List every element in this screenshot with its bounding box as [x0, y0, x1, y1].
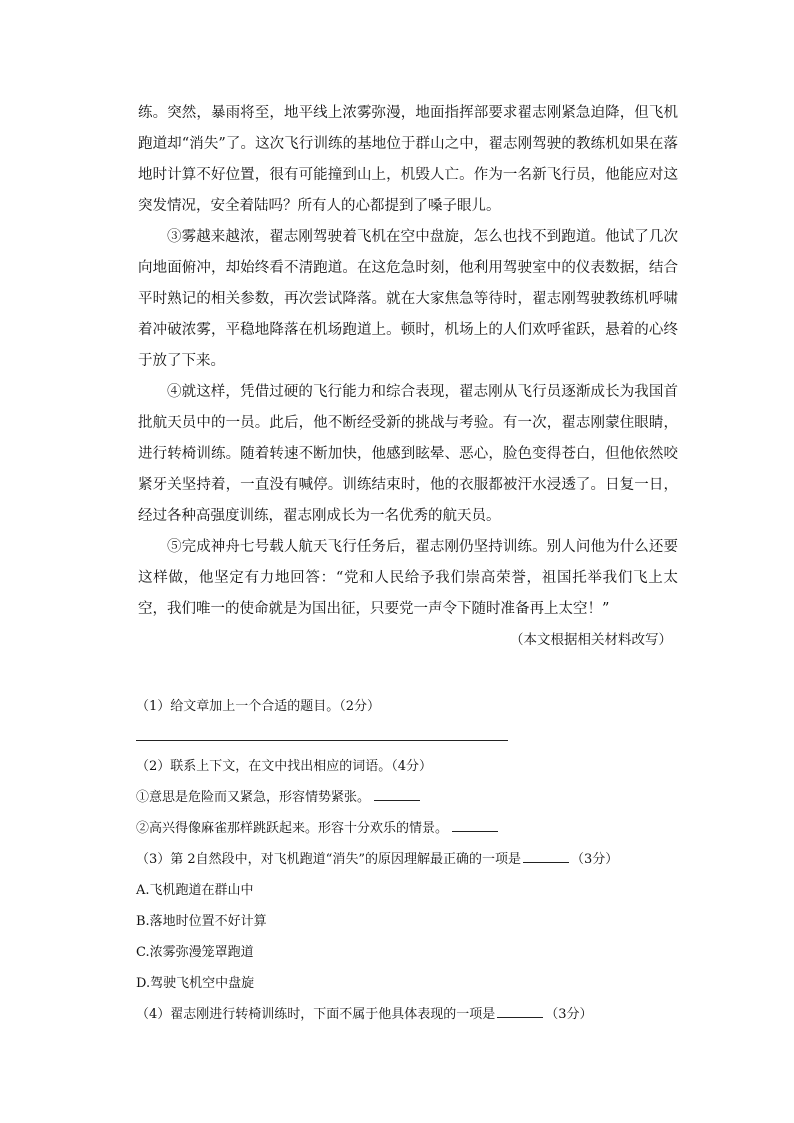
question-1: （1）给文章加上一个合适的题目。（2分）	[136, 699, 381, 714]
question-2a	[136, 782, 696, 813]
question-4	[136, 999, 696, 1030]
question-2b-text: ②高兴得像麻雀那样跳跃起来。形容十分欢乐的情景。	[136, 821, 449, 836]
question-2a-text: ①意思是危险而又紧急，形容情势紧张。	[136, 790, 371, 805]
option-3c: C.浓雾弥漫笼罩跑道	[136, 945, 254, 960]
paragraph-4: ④就这样，凭借过硬的飞行能力和综合表现，翟志刚从飞行员逐渐成长为我国首批航天员中的一员。此后，他不断经受新的挑战与考验。有一次，翟志刚蒙住眼睛，进行转椅训练。随着转速不断加快，他感到眩晕、恶心，脸色变得苍白，但他依然咬紧牙关坚持着，一直没有喊停。训练结束时，他的衣服都被汗水浸透了。日复一日，经过各种高强度训练，翟志刚成长为一名优秀的航天员。	[138, 384, 678, 524]
question-2: （2）联系上下文，在文中找出相应的词语。（4分）	[136, 759, 433, 774]
question-3	[136, 844, 696, 875]
paragraph-2-continued: 练。突然，暴雨将至，地平线上浓雾弥漫，地面指挥部要求翟志刚紧急迫降，但飞机跑道却“消失”了。这次飞行训练的基地位于群山之中，翟志刚驾驶的教练机如果在落地时计算不好位置，很有可能撞到山上，机毁人亡。作为一名新飞行员，他能应对这突发情况，安全着陆吗？所有人的心都提到了嗓子眼儿。	[138, 105, 678, 214]
paragraph-5: ⑤完成神舟七号载人航天飞行任务后，翟志刚仍坚持训练。别人问他为什么还要这样做，他坚定有力地回答：“党和人民给予我们崇高荣誉，祖国托举我们飞上太空，我们唯一的使命就是为国出征，只要党一声令下随时准备再上太空！”	[138, 539, 678, 617]
question-3-text: （3）第 2自然段中，对飞机跑道“消失”的原因理解最正确的一项是	[136, 852, 521, 867]
source-note: （本文根据相关材料改写）	[510, 632, 672, 648]
answer-blank-2a[interactable]	[374, 788, 420, 801]
question-3-score: （3分）	[570, 852, 619, 867]
answer-blank-3[interactable]	[523, 850, 569, 863]
answer-blank-4[interactable]	[497, 1005, 543, 1018]
question-4-score: （3分）	[545, 1007, 593, 1022]
article-body	[138, 98, 678, 656]
paragraph-3: ③雾越来越浓，翟志刚驾驶着飞机在空中盘旋，怎么也找不到跑道。他试了几次向地面俯冲，却始终看不清跑道。在这危急时刻，他利用驾驶室中的仪表数据，结合平时熟记的相关参数，再次尝试降落。就在大家焦急等待时，翟志刚驾驶教练机呼啸着冲破浓雾，平稳地降落在机场跑道上。顿时，机场上的人们欢呼雀跃，悬着的心终于放了下来。	[138, 229, 678, 369]
question-4-text: （4）翟志刚进行转椅训练时，下面不属于他具体表现的一项是	[136, 1007, 496, 1022]
question-2b	[136, 813, 696, 844]
questions-section	[136, 691, 696, 1030]
option-3d: D.驾驶飞机空中盘旋	[136, 976, 255, 991]
answer-line-title[interactable]	[136, 740, 508, 741]
answer-blank-2b[interactable]	[452, 819, 498, 832]
option-3b: B.落地时位置不好计算	[136, 914, 267, 929]
option-3a: A.飞机跑道在群山中	[136, 883, 254, 898]
